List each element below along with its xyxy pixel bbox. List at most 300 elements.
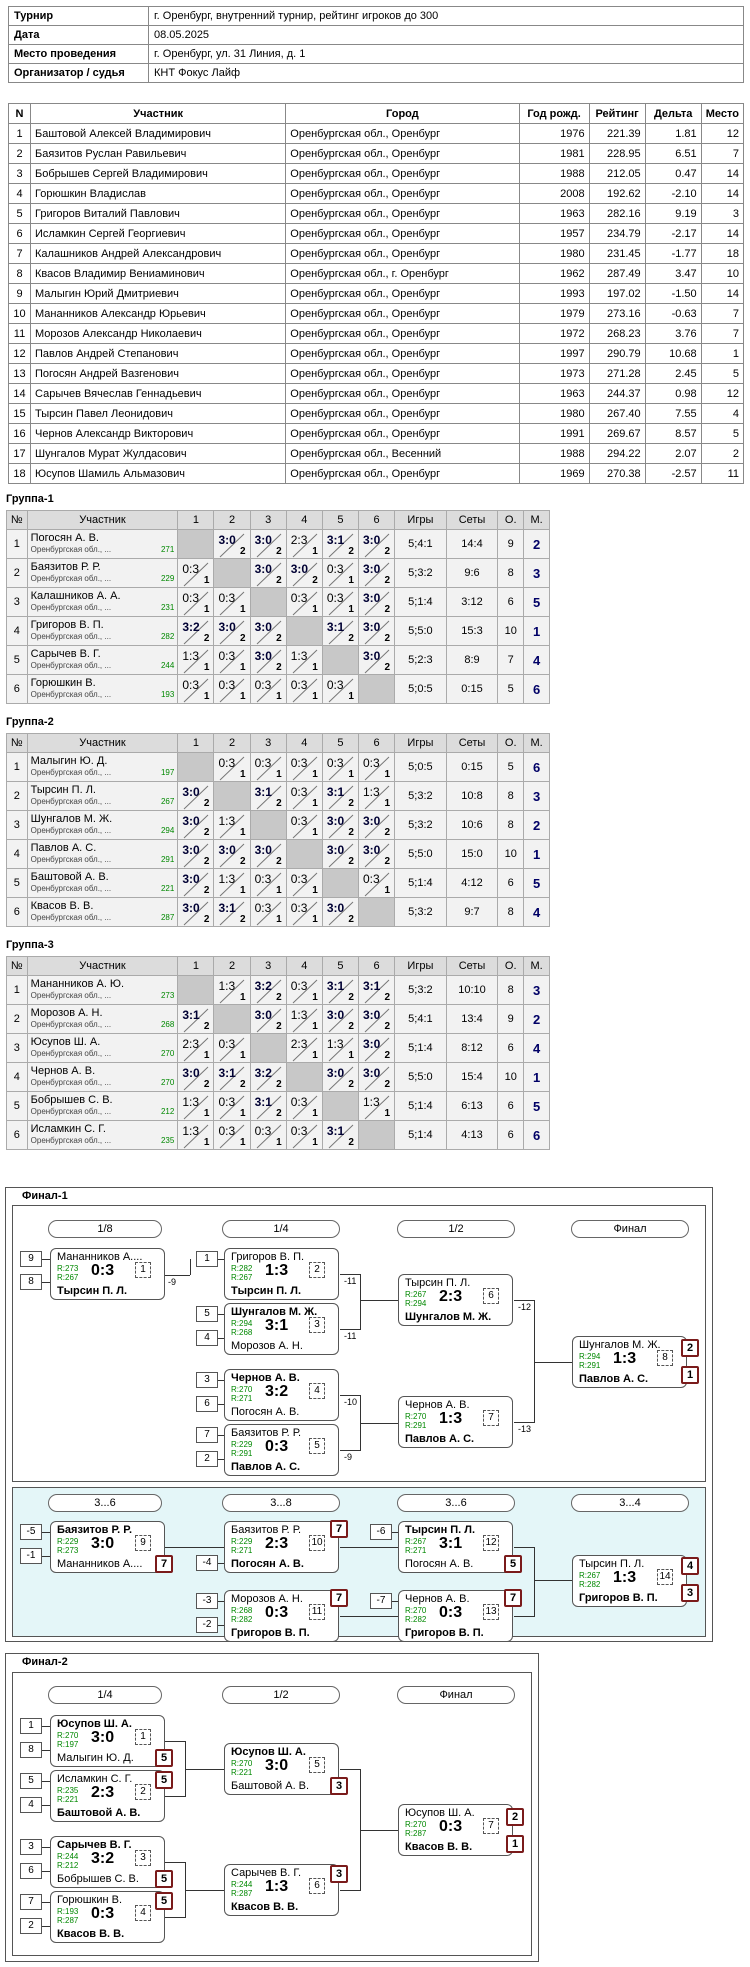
table-cell: 1980 [519,244,589,264]
match-score: 3:0 [326,1008,345,1022]
result-place-box: 5 [504,1555,522,1573]
match-result [358,1063,394,1092]
table-cell: 0.98 [645,384,701,404]
table-row [7,1005,550,1034]
player-1-name: Тырсин П. Л. [579,1558,645,1570]
participant-city: Оренбургская обл., ... [30,632,112,641]
table-cell: 269.67 [589,424,645,444]
table-cell: 290.79 [589,344,645,364]
sets: 0:15 [446,753,498,782]
participant-cell [27,1121,178,1150]
result-place-box: 7 [504,1589,522,1607]
table-cell: 13 [9,364,31,384]
info-key: Турнир [9,7,149,26]
match-score: 3:0 [218,620,236,634]
match-points: 2 [276,1108,282,1119]
match-result [250,898,286,927]
table-row [9,184,744,204]
bracket-line [185,1769,224,1770]
table-row [7,588,550,617]
group-title: Группа-1 [6,493,54,505]
match-score: 3:1 [326,785,345,799]
match-result [178,559,214,588]
table-cell: 7 [701,144,743,164]
participant-cell [27,898,178,927]
match-result [178,646,214,675]
match-score: 0:3 [290,1124,308,1138]
participant-rating: 193 [160,690,175,699]
player-2-name: Бобрышев С. В. [57,1873,139,1885]
match-points: 2 [240,633,246,644]
place: 4 [524,898,550,927]
seed-box: -7 [370,1593,392,1609]
match-points: 1 [240,691,246,702]
match-score: 0:3 [326,678,344,692]
table-cell: 1981 [519,144,589,164]
match-points: 1 [312,1108,318,1119]
sets: 0:15 [446,675,498,704]
participant-city: Оренбургская обл., ... [30,545,112,554]
player-2-name: Погосян А. В. [231,1558,304,1570]
games: 5;1:4 [395,1034,447,1063]
player-2-rating: R:221 [57,1795,79,1804]
bracket-line [185,1890,224,1891]
participant-name: Малыгин Ю. Д. [30,755,108,767]
self-cell [250,1034,286,1063]
player-1-name: Исламкин С. Г. [57,1773,133,1785]
match-score: 1:3 [218,872,236,886]
col-header: № [7,734,28,753]
bracket-line [340,1274,360,1275]
round-header: 1/4 [48,1686,162,1704]
points: 9 [498,1005,524,1034]
match-result [286,1092,322,1121]
match-points: 2 [203,798,210,809]
self-cell [178,753,214,782]
place: 6 [524,753,550,782]
row-number: 6 [7,675,28,704]
player-2-name: Погосян А. В. [231,1406,300,1418]
match-points: 1 [312,827,318,838]
player-2-rating: R:282 [231,1615,253,1624]
result-place-box: 3 [330,1777,348,1795]
table-cell: 10 [9,304,31,324]
table-cell: 14 [701,284,743,304]
participant-name: Сарычев В. Г. [30,648,101,660]
games: 5;1:4 [395,869,447,898]
bracket-line [360,1423,398,1424]
match-score: 0:3 [362,756,380,770]
match-score: 1:3 [290,1008,308,1022]
match-score: 0:3 [290,901,308,915]
player-1-rating: R:193 [57,1907,79,1916]
match-points: 2 [348,914,354,925]
table-cell: Оренбургская обл., Оренбург [286,184,519,204]
match-score: 3:1 [326,533,345,547]
bracket-line [514,1547,534,1548]
player-1-rating: R:282 [231,1264,253,1273]
table-cell: Горюшкин Владислав [31,184,286,204]
participant-city: Оренбургская обл., ... [30,884,112,893]
player-2-name: Павлов А. С. [405,1433,475,1445]
player-2-name: Тырсин П. Л. [57,1285,128,1297]
player-2-rating: R:291 [405,1421,427,1430]
seed-box: -1 [20,1548,42,1564]
info-value: 08.05.2025 [149,26,744,45]
participant-name: Баязитов Р. Р. [30,561,101,573]
match-result [322,675,358,704]
match-points: 2 [384,1079,391,1090]
match-result [178,840,214,869]
round-header: 3...6 [48,1494,162,1512]
match-score: 3:0 [362,533,381,547]
match-points: 2 [203,1021,210,1032]
match-result [250,617,286,646]
seed-box: 4 [196,1330,218,1346]
match-result [214,1092,250,1121]
match-score: 0:3 [218,1037,236,1051]
match-score: 0:3 [254,901,272,915]
match-score: 3:0 [182,843,200,857]
bracket-line [514,1422,534,1423]
player-2-name: Григоров В. П. [405,1627,484,1639]
match-box [224,1303,339,1355]
match-score: 1:3 [362,1095,380,1109]
place: 1 [524,840,550,869]
participant-city: Оренбургская обл., ... [30,690,112,699]
match-points: 2 [384,992,391,1003]
place: 2 [524,530,550,559]
place: 5 [524,588,550,617]
self-cell [286,1063,322,1092]
col-header: 1 [178,734,214,753]
group-title: Группа-3 [6,939,54,951]
match-score: 2:3 [290,1037,308,1051]
col-header: О. [498,734,524,753]
participant-name: Шунгалов М. Ж. [30,813,113,825]
match-points: 1 [240,1108,246,1119]
player-1-rating: R:270 [57,1731,79,1740]
seed-box: 5 [196,1306,218,1322]
match-number: 13 [483,1604,499,1620]
match-result [358,1034,394,1063]
match-box [224,1521,339,1573]
table-row [9,384,744,404]
bracket-line [340,1769,360,1770]
match-result [286,753,322,782]
participant-cell [27,617,178,646]
loser-link-label: -11 [344,1331,357,1341]
match-score: 3:0 [254,649,272,663]
table-row [9,244,744,264]
match-score: 0:3 [290,785,308,799]
table-cell: 4 [701,404,743,424]
player-1-rating: R:267 [579,1571,601,1580]
games: 5;1:4 [395,1121,447,1150]
table-cell: 1 [701,344,743,364]
table-cell: Калашников Андрей Александрович [31,244,286,264]
participant-city: Оренбургская обл., ... [30,1136,112,1145]
table-cell: Погосян Андрей Вазгенович [31,364,286,384]
col-header: № [7,511,28,530]
participant-name: Тырсин П. Л. [30,784,96,796]
match-result [322,976,358,1005]
table-cell: 1997 [519,344,589,364]
match-result [178,898,214,927]
match-result [286,1005,322,1034]
match-result [322,588,358,617]
player-1-name: Шунгалов М. Ж. [231,1306,318,1318]
table-cell: 228.95 [589,144,645,164]
participant-name: Горюшкин В. [30,677,96,689]
match-result [322,782,358,811]
table-cell: 3 [701,204,743,224]
match-points: 1 [276,914,282,925]
match-box [398,1590,513,1642]
table-cell: Григоров Виталий Павлович [31,204,286,224]
col-header: Дельта [645,104,701,124]
participant-rating: 235 [160,1136,175,1145]
table-cell: 212.05 [589,164,645,184]
col-header: Сеты [446,957,498,976]
group-table [6,956,550,1150]
match-points: 1 [203,575,210,586]
table-cell: Оренбургская обл., Оренбург [286,324,519,344]
sets: 10:8 [446,782,498,811]
match-points: 1 [203,691,210,702]
seed-box: 3 [20,1839,42,1855]
match-number: 6 [483,1288,499,1304]
participant-rating: 267 [160,797,175,806]
match-score: 3:0 [218,843,236,857]
match-result [322,1005,358,1034]
loser-link-label: -9 [168,1277,177,1287]
match-points: 2 [276,992,282,1003]
points: 6 [498,1121,524,1150]
player-1-rating: R:268 [231,1606,253,1615]
table-cell: 14 [701,164,743,184]
match-score: 0:3 [439,1604,463,1621]
match-score: 0:3 [290,979,308,993]
match-points: 1 [348,1050,354,1061]
table-cell: 282.16 [589,204,645,224]
participant-name: Павлов А. С. [30,842,97,854]
match-score: 3:1 [254,785,272,799]
match-box [50,1891,165,1943]
participant-name: Исламкин С. Г. [30,1123,106,1135]
participant-rating: 268 [160,1020,175,1029]
match-score: 0:3 [91,1905,115,1922]
match-score: 3:2 [254,979,272,993]
participant-city: Оренбургская обл., ... [30,1107,112,1116]
table-cell: 267.40 [589,404,645,424]
match-points: 2 [348,992,354,1003]
match-points: 2 [203,633,210,644]
participant-name: Григоров В. П. [30,619,104,631]
col-header: 3 [250,734,286,753]
place: 5 [524,1092,550,1121]
match-points: 1 [312,992,318,1003]
seed-box: 9 [20,1251,42,1267]
participant-name: Баштовой А. В. [30,871,109,883]
table-cell: 3.76 [645,324,701,344]
match-score: 1:3 [362,785,380,799]
match-result [178,1121,214,1150]
match-score: 1:3 [218,979,236,993]
match-points: 2 [276,662,282,673]
seed-box: 3 [196,1372,218,1388]
match-result [214,753,250,782]
sets: 4:12 [446,869,498,898]
self-cell [358,675,394,704]
col-header: 5 [322,511,358,530]
match-points: 1 [240,827,246,838]
row-number: 6 [7,1121,28,1150]
table-cell: 231.45 [589,244,645,264]
table-cell: 18 [9,464,31,484]
match-points: 1 [203,1108,210,1119]
col-header: 5 [322,957,358,976]
match-score: 3:1 [254,1095,272,1109]
player-1-name: Чернов А. В. [231,1372,300,1384]
match-score: 3:0 [362,1037,381,1051]
match-score: 0:3 [254,756,272,770]
table-cell: -2.17 [645,224,701,244]
match-score: 0:3 [218,1124,236,1138]
match-result [358,646,394,675]
match-score: 1:3 [182,1095,200,1109]
match-number: 7 [483,1818,499,1834]
participant-city: Оренбургская обл., ... [30,574,112,583]
match-score: 3:0 [91,1729,115,1746]
points: 6 [498,869,524,898]
bracket-line [340,1450,360,1451]
match-result [250,753,286,782]
player-2-name: Павлов А. С. [231,1461,301,1473]
match-score: 3:0 [326,901,345,915]
match-points: 2 [240,1079,246,1090]
row-number: 5 [7,869,28,898]
player-1-name: Тырсин П. Л. [405,1277,471,1289]
match-points: 1 [240,1137,246,1148]
table-cell: 11 [701,464,743,484]
match-result [250,1063,286,1092]
match-result [286,646,322,675]
points: 5 [498,753,524,782]
table-row [7,617,550,646]
match-score: 0:3 [218,591,236,605]
player-1-rating: R:267 [405,1290,427,1299]
table-cell: Морозов Александр Николаевич [31,324,286,344]
sets: 8:9 [446,646,498,675]
match-number: 4 [135,1905,151,1921]
col-header: 4 [286,511,322,530]
player-2-name: Тырсин П. Л. [231,1285,302,1297]
match-result [358,976,394,1005]
match-points: 2 [348,1079,354,1090]
table-cell: 10 [701,264,743,284]
table-row [9,124,744,144]
match-score: 1:3 [182,649,200,663]
col-header: 1 [178,511,214,530]
table-cell: Оренбургская обл., Оренбург [286,404,519,424]
loser-link-label: -12 [518,1302,532,1312]
match-result [286,976,322,1005]
row-number: 3 [7,811,28,840]
player-2-name: Шунгалов М. Ж. [405,1311,492,1323]
match-result [286,869,322,898]
points: 6 [498,1034,524,1063]
match-points: 1 [384,1108,391,1119]
participant-cell [27,782,178,811]
sets: 10:6 [446,811,498,840]
bracket-line [165,1275,190,1276]
player-1-name: Юсупов Ш. А. [405,1807,475,1819]
table-cell: Баязитов Руслан Равильевич [31,144,286,164]
player-2-name: Морозов А. Н. [231,1340,303,1352]
match-score: 3:1 [326,620,345,634]
sets: 6:13 [446,1092,498,1121]
match-result [322,898,358,927]
col-header: Участник [31,104,286,124]
player-1-rating: R:229 [57,1537,79,1546]
match-result [250,840,286,869]
match-score: 3:0 [182,901,200,915]
match-box [398,1274,513,1326]
match-result [214,976,250,1005]
table-cell: 5 [701,364,743,384]
sets: 13:4 [446,1005,498,1034]
match-score: 0:3 [182,562,200,576]
table-row [9,164,744,184]
place: 2 [524,811,550,840]
player-1-name: Чернов А. В. [405,1593,470,1605]
match-points: 2 [348,856,354,867]
match-score: 2:3 [265,1535,289,1552]
bracket-line [534,1362,572,1363]
match-points: 1 [312,604,318,615]
match-score: 3:0 [326,843,345,857]
round-header: 3...6 [397,1494,515,1512]
match-result [286,675,322,704]
player-1-rating: R:235 [57,1786,79,1795]
match-box [50,1836,165,1888]
table-cell: Тырсин Павел Леонидович [31,404,286,424]
row-number: 2 [7,782,28,811]
player-1-rating: R:294 [579,1352,601,1361]
table-cell: 3.47 [645,264,701,284]
table-cell: 12 [9,344,31,364]
match-result [178,782,214,811]
table-cell: Мананников Александр Юрьевич [31,304,286,324]
participant-name: Мананников А. Ю. [30,978,125,990]
match-points: 1 [312,691,318,702]
bracket-line [165,1917,185,1918]
match-score: 1:3 [613,1350,637,1367]
col-header: Игры [395,734,447,753]
match-points: 2 [240,546,246,557]
match-result [214,840,250,869]
participant-cell [27,646,178,675]
place: 5 [524,869,550,898]
participant-city: Оренбургская обл., ... [30,826,112,835]
match-points: 1 [240,992,246,1003]
match-number: 8 [657,1350,673,1366]
match-box [398,1396,513,1448]
bracket-line [534,1547,535,1617]
match-points: 2 [312,575,318,586]
player-2-name: Баштовой А. В. [57,1807,141,1819]
